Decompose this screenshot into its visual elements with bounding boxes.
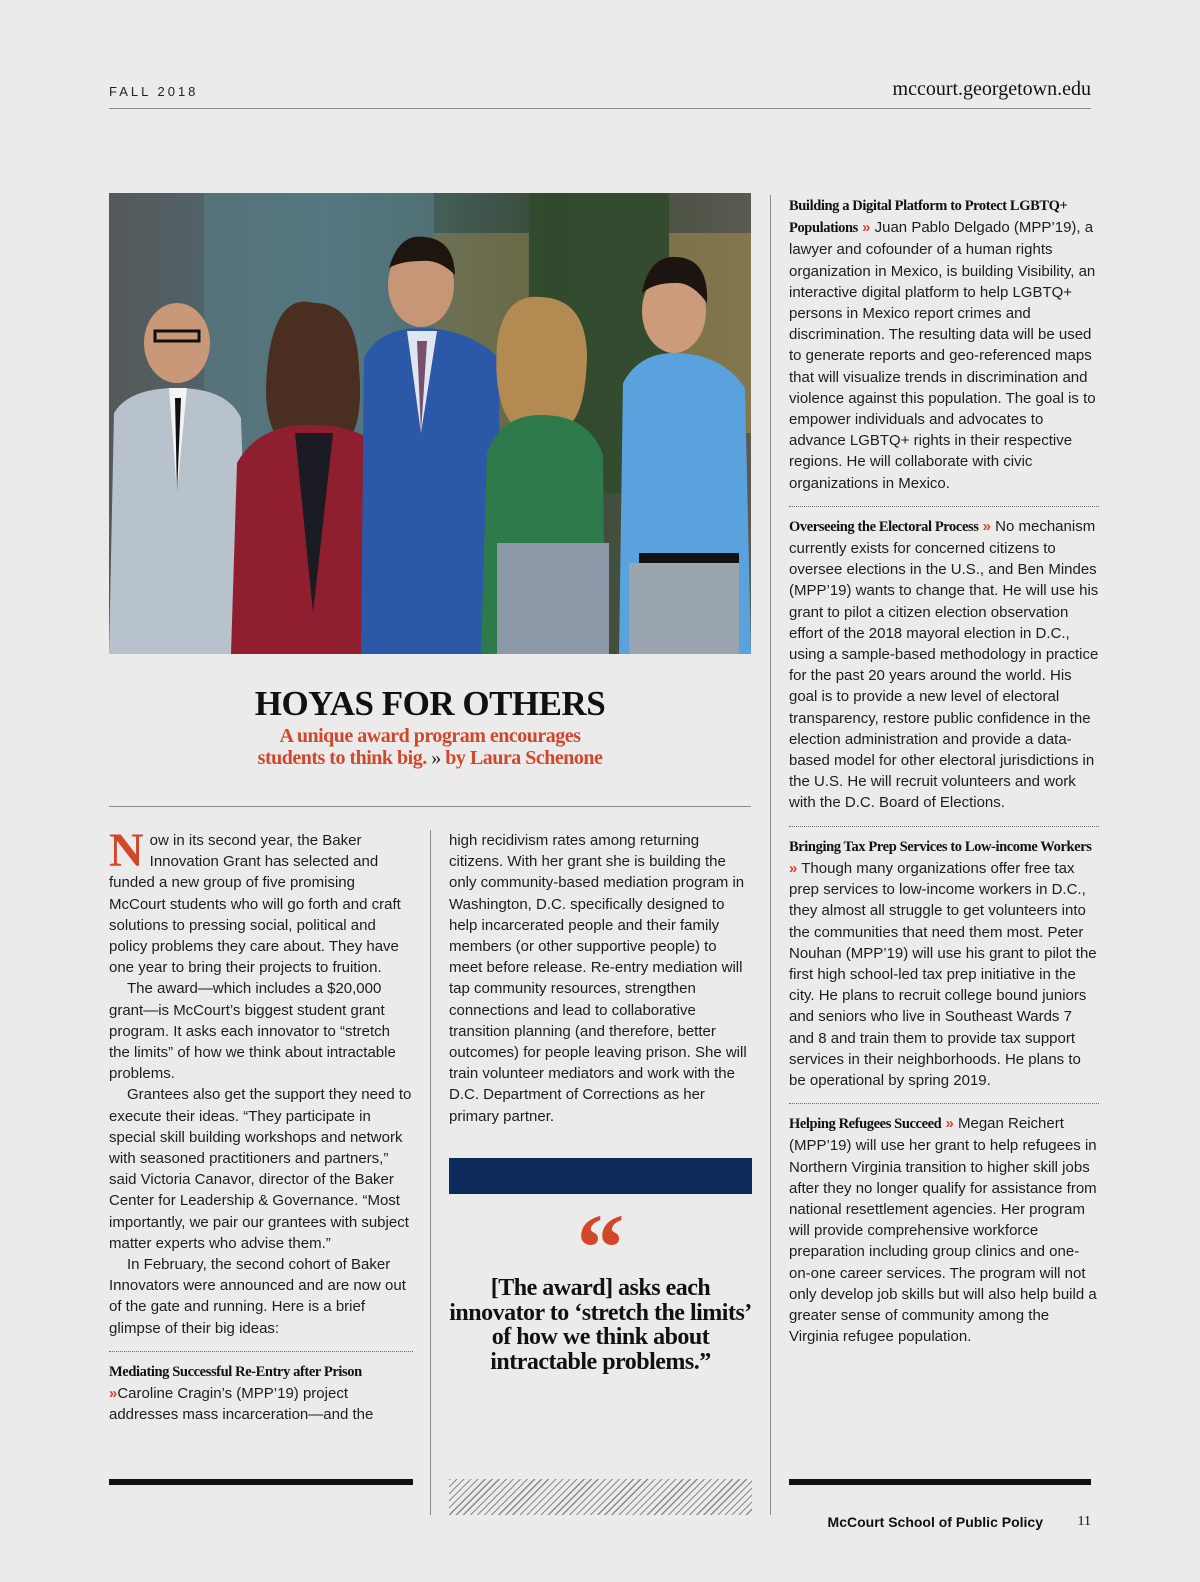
footer-school-name: McCourt School of Public Policy — [827, 1514, 1043, 1530]
section-lgbtq — [789, 195, 1099, 494]
site-url[interactable]: mccourt.georgetown.edu — [892, 78, 1091, 100]
pullquote-bar — [449, 1158, 752, 1194]
section-reentry-body-continued: high recidivism rates among returning citizens. With her grant she is building the only community-based mediation program in Washington, D.C. specifically designed to help incarcerated people and their family members (or other supportive people) to meet before release. Re-entry mediation will tap community resources, strengthen connections and lead to collaborative transition planning (and therefore, better outcomes) for people leaving prison. She will train volunteer mediators and work with the D.C. Department of Corrections as her primary partner. — [449, 832, 747, 1125]
intro-paragraph — [109, 824, 413, 978]
column-2 — [449, 830, 753, 1127]
column-divider-1 — [430, 830, 431, 1515]
section-refugees-body: Megan Reichert (MPP’19) will use her grant to help refugees in Northern Virginia transition to higher skill jobs after they no longer qualify for assistance from national resettlement agencies. Her program will provide comprehensive workforce preparation including group clinics and one-on-one career services. The program will not only develop job skills but will also help build a greater sense of community among the Virginia refugee population. — [789, 1115, 1097, 1346]
group-photo — [109, 193, 751, 654]
column-1 — [109, 824, 413, 1425]
chevron-right-icon: » — [982, 517, 991, 535]
title-divider — [109, 806, 751, 807]
column-3-end-bar — [789, 1479, 1091, 1485]
paragraph-award: The award—which includes a $20,000 grant—is McCourt’s biggest student grant program. It asks each innovator to “stretch the limits” of how we think about intractable problems. — [109, 980, 396, 1083]
section-taxprep-body: Though many organizations offer free tax prep services to low-income workers in D.C., they almost all struggle to get volunteers into the communities that need them most. Peter Nouhan (MPP’19) will use his grant to pilot the first high school-led tax prep initiative in the city. He plans to recruit college bound juniors and seniors who live in Southeast Wards 7 and 8 and train them to provide tax support services in their neighborhoods. He plans to be operational by spring 2019. — [789, 859, 1097, 1089]
chevron-right-icon: » — [945, 1115, 954, 1133]
section-electoral — [789, 506, 1099, 814]
issue-season: FALL 2018 — [109, 84, 199, 99]
chevron-right-icon: » — [109, 1385, 118, 1403]
section-refugees-title: Helping Refugees Succeed — [789, 1116, 942, 1133]
byline: by Laura Schenone — [445, 747, 603, 769]
section-lgbtq-body: Juan Pablo Delgado (MPP’19), a lawyer and cofounder of a human rights organization in Mexico, is building Visibility, an interactive digital platform to help LGBTQ+ persons in Mexico report crimes and discrimination. The resulting data will be used to generate reports and geo-referenced maps that will visualize trends in discrimination and violence against this population. The goal is to empower individuals and advocates to advance LGBTQ+ rights in their respective regions. He will collaborate with civic organizations in Mexico. — [789, 219, 1096, 492]
byline-chevron-icon: » — [431, 747, 441, 769]
intro-text: ow in its second year, the Baker Innovation Grant has selected and funded a new group of five promising McCourt students who will go forth and craft solutions to pressing social, political and policy problems they care about. They have one year to bring their projects to fruition. — [109, 832, 401, 977]
section-refugees — [789, 1103, 1099, 1347]
paragraph-cohort: In February, the second cohort of Baker Innovators were announced and are now out of the gate and running. Here is a brief glimpse of their big ideas: — [109, 1256, 406, 1337]
section-reentry-title: Mediating Successful Re-Entry after Prison — [109, 1363, 362, 1380]
pullquote-text: [The award] asks each innovator to ‘stretch the limits’ of how we think about intractable problems.” — [449, 1275, 752, 1375]
subtitle-line-1: A unique award program encourages — [279, 725, 581, 747]
section-taxprep-title: Bringing Tax Prep Services to Low-income Workers — [789, 838, 1092, 855]
paragraph-grantees: Grantees also get the support they need to execute their ideas. “They participate in special skill building workshops and network with seasoned practitioners and partners,” said Victoria Canavor, director of the Baker Center for Leadership & Governance. “Most importantly, we pair our grantees with subject matter experts who advise them.” — [109, 1086, 412, 1252]
section-electoral-title: Overseeing the Electoral Process — [789, 518, 979, 535]
article-subtitle — [109, 725, 751, 769]
section-reentry-body-start: Caroline Cragin’s (MPP’19) project addresses mass incarceration—and the — [109, 1385, 374, 1424]
subtitle-line-2-text: students to think big. — [257, 747, 427, 769]
drop-cap: N — [109, 824, 144, 877]
article-title: HOYAS FOR OTHERS — [254, 684, 606, 723]
section-taxprep — [789, 826, 1099, 1091]
quote-mark-icon: “ — [576, 1194, 625, 1301]
column-divider-2 — [770, 195, 771, 1515]
section-reentry — [109, 1351, 413, 1426]
section-electoral-body: No mechanism currently exists for concerned citizens to oversee elections in the U.S., and Ben Mindes (MPP’19) wants to change that. He will use his grant to pilot a citizen election observation effort of the 2018 mayoral election in D.C., using a sample-based methodology in practice for the past 20 years around the world. His goal is to provide a new level of electoral transparency, restore public confidence in the election administration and provide a data-based model for other electoral jurisdictions in the U.S. He will recruit volunteers and work with the D.C. Board of Elections. — [789, 517, 1099, 812]
column-3 — [789, 195, 1099, 1347]
page-number: 11 — [1077, 1514, 1091, 1529]
chevron-right-icon: » — [862, 219, 871, 237]
section-reentry-start — [109, 1383, 413, 1425]
column-2-hatch-bar — [449, 1479, 752, 1515]
column-1-end-bar — [109, 1479, 413, 1485]
header-divider — [109, 108, 1091, 109]
chevron-right-icon: » — [789, 859, 798, 877]
section-lgbtq-title: Building a Digital Platform to Protect LGBTQ+ Populations — [789, 198, 1068, 237]
subtitle-line-2 — [109, 747, 751, 769]
